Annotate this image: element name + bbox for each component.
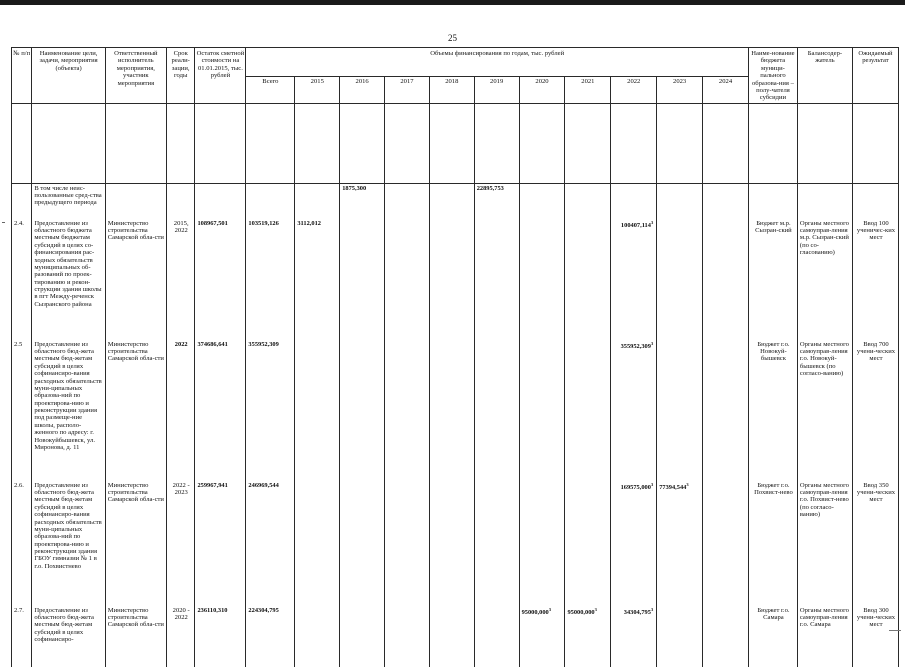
cell-name: Предоставление из областного бюд-жета местным бюд-жетам субсидий в целях софинансиро- <box>32 606 105 667</box>
cell-responsible <box>105 183 166 219</box>
cell-budget: Бюджет м.р. Сызран-ский <box>748 219 797 340</box>
cell-2020 <box>519 606 565 667</box>
header-year: 2016 <box>340 77 385 104</box>
cell-responsible: Министерство строительства Самарской обла-сти <box>105 481 166 606</box>
cell-2019 <box>474 606 519 667</box>
cell-budget: Бюджет г.о. Новокуй-бышевск <box>748 340 797 481</box>
cell-remainder <box>195 183 246 219</box>
top-rule <box>0 0 905 5</box>
header-year: 2024 <box>703 77 749 104</box>
header-balance-holder: Балансодер-жатель <box>797 48 852 104</box>
cell-2021 <box>565 183 611 219</box>
cell-2017 <box>385 183 430 219</box>
header-row <box>12 48 899 77</box>
header-financing-group: Объемы финансирования по годам, тыс. рублей <box>246 48 749 77</box>
cell-2021 <box>565 481 611 606</box>
cell-holder: Органы местного самоуправ-ления г.о. Самара <box>797 606 852 667</box>
cell-holder <box>797 183 852 219</box>
value: 95000,000 <box>521 608 549 616</box>
cell-term: 2022 <box>166 340 195 481</box>
header-year: 2022 <box>611 77 657 104</box>
table-row <box>12 183 899 219</box>
cell-2015: 3112,012 <box>295 219 340 340</box>
cell-2018 <box>429 606 474 667</box>
footnote-mark: 3 <box>650 481 654 487</box>
cell-term <box>166 183 195 219</box>
cell-num: 2.7. <box>12 606 32 667</box>
cell-2024 <box>703 183 749 219</box>
cell-2020 <box>519 183 565 219</box>
cell-2016 <box>340 606 385 667</box>
cell-2016: 1875,300 <box>340 183 385 219</box>
header-name: Наименование цели, задачи, мероприятия (объекта) <box>32 48 105 104</box>
cell-2022 <box>611 340 657 481</box>
cell-holder: Органы местного самоуправ-ления г.о. Похвист-нево (по согласо-ванию) <box>797 481 852 606</box>
cell-2019 <box>474 481 519 606</box>
footnote-mark: 3 <box>548 606 551 612</box>
cell-2023 <box>657 183 703 219</box>
footnote-mark: 3 <box>594 606 597 612</box>
cell-2019 <box>474 340 519 481</box>
footnote-mark: 3 <box>650 340 654 346</box>
cell-2018 <box>429 219 474 340</box>
value: 169575,000 <box>620 483 651 491</box>
value: 77394,544 <box>659 483 687 491</box>
header-budget-recipient: Наиме-нование бюджета муници-пального образова-ния – полу-чателя субсидии <box>748 48 797 104</box>
cell-2018 <box>429 183 474 219</box>
cell-total: 246969,544 <box>246 481 295 606</box>
financing-table <box>11 47 899 667</box>
cell-num: 2.5 <box>12 340 32 481</box>
cell-remainder: 108967,501 <box>195 219 246 340</box>
cell-2015 <box>295 481 340 606</box>
footnote-mark: 3 <box>686 481 689 487</box>
cell-responsible: Министерство строительства Самарской обла-сти <box>105 606 166 667</box>
cell-2023 <box>657 481 703 606</box>
cell-remainder: 236110,310 <box>195 606 246 667</box>
cell-term: 2022 - 2023 <box>166 481 195 606</box>
header-spacer-row <box>12 103 899 183</box>
cell-2024 <box>703 606 749 667</box>
cell-2021 <box>565 219 611 340</box>
header-responsible: Ответственный исполнитель мероприятия, участник мероприятия <box>105 48 166 104</box>
table-row <box>12 481 899 606</box>
cell-2016 <box>340 340 385 481</box>
cell-result: Ввод 350 учени-ческих мест <box>852 481 898 606</box>
cell-name: В том числе неис-пользованные сред-ства предыдущего периода <box>32 183 105 219</box>
cell-budget: Бюджет г.о. Похвист-нево <box>748 481 797 606</box>
cell-num <box>12 183 32 219</box>
cell-2024 <box>703 340 749 481</box>
cell-result: Ввод 700 учени-ческих мест <box>852 340 898 481</box>
footnote-mark: 3 <box>650 606 654 612</box>
value: 34304,795 <box>623 608 651 616</box>
header-year: 2020 <box>519 77 565 104</box>
cell-budget <box>748 183 797 219</box>
cell-2019 <box>474 219 519 340</box>
cell-2018 <box>429 340 474 481</box>
cell-responsible: Министерство строительства Самарской обла-сти <box>105 340 166 481</box>
table-row <box>12 219 899 340</box>
cell-total: 224304,795 <box>246 606 295 667</box>
header-year: 2023 <box>657 77 703 104</box>
cell-2022 <box>611 219 657 340</box>
value: 100407,114 <box>620 221 651 229</box>
cell-term: 2015, 2022 <box>166 219 195 340</box>
footnote-mark: 3 <box>650 219 654 225</box>
cell-result: Ввод 300 учени-ческих мест <box>852 606 898 667</box>
cell-num: 2.4. <box>12 219 32 340</box>
cell-name: Предоставление из областного бюд-жета местным бюд-жетам субсидий в целях софинансиро-вания расходных обязательств муни-ципальных образова-ний по проектирова-нию и реконструкции здания под размеще-ние школы, располо-женного по адресу: г. Новокуйбышевск, ул. Миронова, д. 11 <box>32 340 105 481</box>
header-term: Срок реали-зации, годы <box>166 48 195 104</box>
cell-2017 <box>385 481 430 606</box>
header-expected-result: Ожидаемый результат <box>852 48 898 104</box>
cell-2023 <box>657 340 703 481</box>
cell-2016 <box>340 219 385 340</box>
cell-2017 <box>385 606 430 667</box>
cell-2018 <box>429 481 474 606</box>
cell-2017 <box>385 219 430 340</box>
cell-remainder: 374686,641 <box>195 340 246 481</box>
cell-num: 2.6. <box>12 481 32 606</box>
value: 355952,309 <box>620 342 651 350</box>
header-num: № п/п <box>12 48 32 104</box>
cell-2019: 22895,753 <box>474 183 519 219</box>
cell-2022 <box>611 606 657 667</box>
cell-total: 103519,126 <box>246 219 295 340</box>
cell-2015 <box>295 340 340 481</box>
cell-2015 <box>295 606 340 667</box>
cell-holder: Органы местного самоуправ-ления г.о. Новокуй-бышевск (по согласо-ванию) <box>797 340 852 481</box>
cell-2021 <box>565 340 611 481</box>
cell-2020 <box>519 219 565 340</box>
cell-2024 <box>703 219 749 340</box>
cell-2020 <box>519 481 565 606</box>
header-year: 2018 <box>429 77 474 104</box>
table-row <box>12 340 899 481</box>
cell-result: Ввод 100 ученичес-ких мест <box>852 219 898 340</box>
cell-2017 <box>385 340 430 481</box>
cell-2022 <box>611 481 657 606</box>
cell-result <box>852 183 898 219</box>
cell-responsible: Министерство строительства Самарской обла-сти <box>105 219 166 340</box>
cell-2023 <box>657 219 703 340</box>
header-year: 2021 <box>565 77 611 104</box>
cell-2024 <box>703 481 749 606</box>
cell-remainder: 259967,941 <box>195 481 246 606</box>
cell-2016 <box>340 481 385 606</box>
cell-name: Предоставление из областного бюд-жета местным бюд-жетам субсидий в целях софинансиро-вания расходных обязательств муни-ципальных образова-ний по проектирова-нию и реконструкции здания ГБОУ гимназии № 1 в г.о. Похвистнево <box>32 481 105 606</box>
cell-2023 <box>657 606 703 667</box>
header-total: Всего <box>246 77 295 104</box>
cell-holder: Органы местного самоуправ-ления м.р. Сызран-ский (по со-гласованию) <box>797 219 852 340</box>
cell-total: 355952,309 <box>246 340 295 481</box>
page-number: 25 <box>448 33 457 43</box>
value: 95000,000 <box>567 608 595 616</box>
header-year: 2015 <box>295 77 340 104</box>
cell-term: 2020 - 2022 <box>166 606 195 667</box>
cell-name: Предоставление из областного бюджета местным бюджетам субсидий в целях со-финансирования рас-ходных обязательств муниципальных об-разований по проек-тированию и рекон-струкции здания школы в пгт Между-реченск Сызранского района <box>32 219 105 340</box>
cell-2020 <box>519 340 565 481</box>
margin-mark <box>889 630 901 631</box>
cell-2021 <box>565 606 611 667</box>
cell-2022 <box>611 183 657 219</box>
header-remainder: Остаток сметной стоимости на 01.01.2015, тыс. рублей <box>195 48 246 104</box>
cell-budget: Бюджет г.о. Самара <box>748 606 797 667</box>
cell-2015 <box>295 183 340 219</box>
header-year: 2017 <box>385 77 430 104</box>
table-row <box>12 606 899 667</box>
cell-total <box>246 183 295 219</box>
header-year: 2019 <box>474 77 519 104</box>
margin-mark <box>2 222 5 223</box>
